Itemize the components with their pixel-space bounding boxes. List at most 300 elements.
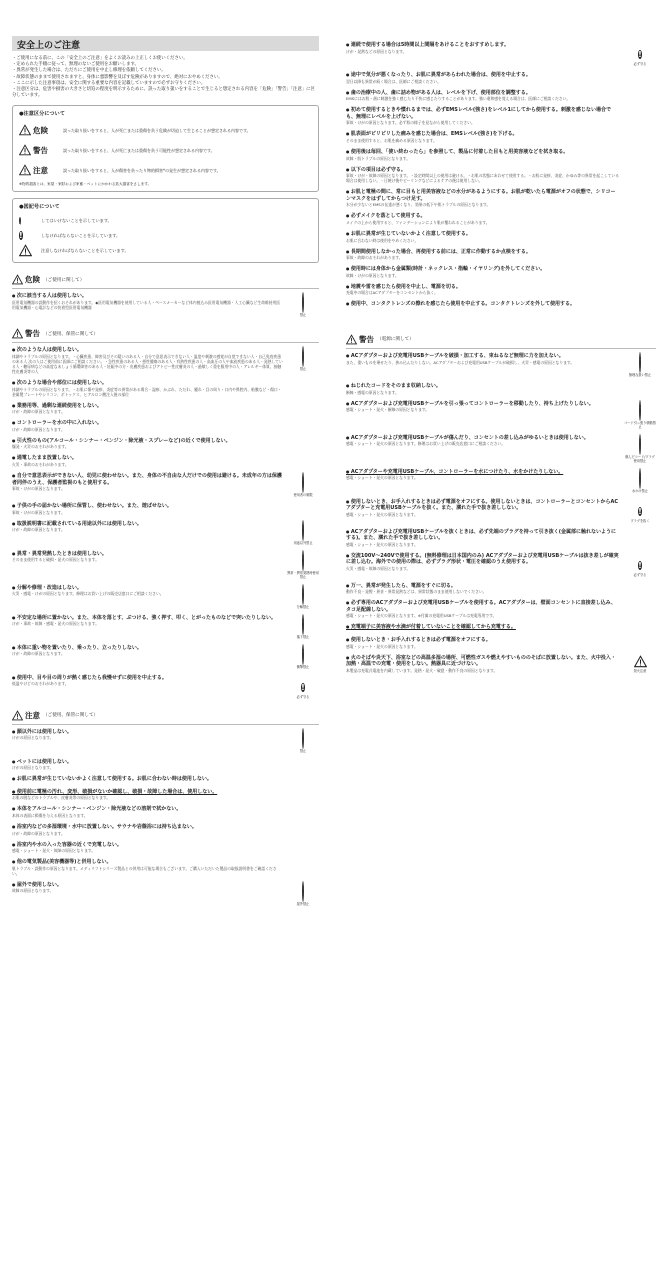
level-label: 注意: [33, 165, 48, 175]
item-icon-cell: [624, 149, 656, 161]
caution-item: [12, 420, 319, 432]
caution-item: [12, 455, 319, 467]
item-title: ● 使用時には身体から金属類(時計・ネックレス・指輪・イヤリング)を外してください。: [346, 266, 620, 273]
item-icon-cell: [624, 301, 656, 308]
item-icon-label: 異常・異常発熱時使用禁止: [287, 570, 319, 579]
item-body: [12, 585, 287, 609]
caution-item: [12, 789, 319, 801]
item-desc: けが・発熱などの原因となります。: [346, 48, 407, 54]
item-desc: 体調やトラブルの原因となります。・お肌に傷や発疹、炎症等の異常がある場合・湿疹、かぶれ、ただれ、腫れ・目の周り・口内や鼻腔内、粘膜など・傷口・金属製プレートやシリコン、ボトックス、ヒアルロン酸注入後の部位: [12, 386, 282, 397]
item-desc: 火災・感電・けがの原因となります。修理はお買い上げの販売店窓口にご相談ください。: [12, 591, 164, 597]
caution-item: [346, 131, 656, 143]
item-title: ● 火のそばや炎天下、浴室などの高温多湿の場所、可燃性ガスや燃えやすいもののそばに放置しない。また、火中投入・加熱・高温での充電・使用をしない。熱器具に近づけない。: [346, 655, 620, 668]
item-desc: けが・事故・故障・感電・発火の原因となります。: [12, 621, 100, 627]
item-body: [12, 759, 287, 771]
item-body: [12, 473, 287, 497]
item-icon-cell: [624, 213, 656, 225]
item-body: [346, 90, 624, 102]
right-column: [346, 42, 656, 679]
item-title: ● 歯の治療中の人、歯に詰め物がある人は、レベルを下げ、使用部位を調整する。: [346, 90, 620, 97]
caution-item: [346, 149, 656, 161]
item-desc: 故障・けがの原因となります。: [346, 272, 399, 278]
caution-item: [346, 353, 656, 377]
symbol-row: [19, 228, 312, 243]
caution-item: [346, 249, 656, 261]
item-icon-cell: [287, 403, 319, 415]
item-icon-cell: [287, 380, 319, 397]
danger-title: 危険: [25, 275, 40, 285]
item-icon-cell: [624, 42, 656, 66]
prohibition-icon: [302, 615, 304, 634]
caution-item: [346, 583, 656, 595]
symbol-row: [19, 213, 312, 228]
prohibition-icon: [302, 521, 304, 540]
caution-item: [346, 42, 656, 66]
caution-item: [12, 882, 319, 906]
warning-triangle-icon: [346, 334, 357, 345]
item-body: [346, 72, 624, 84]
caution-item: [346, 637, 656, 649]
item-body: [346, 353, 624, 377]
item-body: [12, 380, 287, 397]
page-title: 安全上のご注意: [12, 36, 319, 51]
item-title: ● 引火性のもの(アルコール・シンナー・ベンジン・除光液・スプレーなど)の近くで使用しない。: [12, 438, 283, 445]
item-desc: お肌の脱などのトラブルや、皮膚炎等の原因となります。: [12, 795, 111, 801]
intro-line: ・注意区分は、危害や損害の大きさと切迫の程度を明示するために、誤った取り扱いをすることで生じると想定される内容を「危険」「警告」「注意」に区分しています。: [12, 87, 315, 99]
item-icon-cell: [287, 824, 319, 836]
item-title: ● 次のような場合や部位には使用しない。: [12, 380, 283, 387]
item-body: [12, 438, 287, 450]
item-title: ● 不安定な場所に置かない。また、本体を落とす、ぶつける、強く押す、叩く、とがったものなどで突いたりしない。: [12, 615, 283, 622]
item-desc: 本体の表面に損傷を与える原因となります。: [12, 812, 88, 818]
item-title: ● 必ず専用のACアダプターおよび充電用USBケーブルを使用する。ACアダプターは、壁面コンセントに直接差し込み、タコ足配線しない。: [346, 600, 620, 613]
caution-title: 注意: [25, 710, 40, 720]
item-desc: 故障の原因となります。: [12, 888, 54, 894]
item-icon-cell: [624, 231, 656, 243]
item-body: [346, 469, 624, 493]
item-icon-label: 屋外禁止: [296, 901, 310, 906]
item-title: ● 次に該当する人は使用しない。: [12, 293, 283, 300]
item-title: ● ACアダプターおよび充電用USBケーブルが傷んだり、コンセントの差し込みがゆるいときは使用しない。: [346, 435, 620, 442]
warning-power-subtitle: （電源に関して）: [377, 337, 414, 343]
level-desc: 誤った取り扱いをすると、人が傷害を負ったり物的損害*の発生が想定される内容です。: [63, 167, 221, 173]
level-desc: 誤った取り扱いをすると、人が死亡または重傷を負う危険が切迫して生じることが想定される内容です。: [63, 127, 251, 133]
prohibition-icon: [302, 585, 304, 604]
item-icon-cell: [287, 585, 319, 609]
item-body: [12, 729, 287, 753]
caution-item: [12, 615, 319, 639]
item-icon-cell: [624, 600, 656, 618]
item-body: [346, 600, 624, 618]
item-title: ● 顔以外には使用しない。: [12, 729, 283, 736]
warning-use-list: [12, 347, 319, 698]
item-body: [346, 149, 624, 161]
item-desc: 感電・ショート・発火の原因となります。※付属の充電用USBケーブルは充電専用です。: [346, 613, 497, 619]
intro-line: ・定められた手順に従って、無理のないご使用をお願いします。: [12, 62, 139, 68]
caution-item: [12, 759, 319, 771]
prohibition-icon: [302, 293, 304, 312]
item-desc: 感電・ショート・発火の原因となります。: [346, 643, 418, 649]
left-column: [12, 36, 319, 912]
item-desc: EMSにはお肌・歯に刺激を強く感じたり不快に感じたりすることがあります。強い違和感を覚える場合は、医師にご相談ください。: [346, 96, 571, 102]
item-title: ● お肌と電極の間に、常に目もと用美容液などの水分があるようにする。お肌が乾いたら電源がオフの状態で、シリコーンマスクをはずしてからつけ足す。: [346, 189, 620, 202]
item-body: [346, 624, 624, 631]
item-desc: 感電・ショート・発火の原因となります。修理はお買い上げの販売店窓口にご相談ください。: [346, 441, 506, 447]
item-icon-label: 傷んだコード/プラグ使用禁止: [625, 454, 655, 463]
caution-item: [12, 503, 319, 515]
item-title: ● 使用しないとき、お手入れするときは必ず電源をオフにする。使用しないときは、コントローラーとコンセントからACアダプターと充電用USBケーブルを抜く。また、濡れた手で抜き差ししない。: [346, 499, 620, 512]
prohibition-icon: [639, 401, 641, 420]
prohibition-icon: [639, 469, 641, 488]
item-icon-cell: [624, 353, 656, 377]
item-title: ● お肌に異常が生じていないかよく注意して使用する。お肌に合わない時は使用しない。: [12, 776, 283, 783]
item-icon-label: 禁止: [299, 367, 307, 372]
item-body: [346, 42, 624, 66]
caution-item: [346, 167, 656, 184]
symbol-desc: 注意しなければならないことを示しています。: [41, 247, 129, 253]
item-body: [12, 615, 287, 639]
item-desc: 感電・ショート・発火・故障の原因となります。: [12, 848, 96, 854]
item-title: ● 異常・異常発熱したときは使用しない。: [12, 551, 283, 558]
item-desc: 感電・ショート・発火の原因となります。: [346, 541, 418, 547]
caution-item: [12, 729, 319, 753]
item-body: [346, 266, 624, 278]
item-desc: 医用電気機器の誤動作を招くおそれがあります。◆医用電気機器を使用している人・ペースメーカーなど体内植込み医用電気機器・人工心臓など生命維持用医用電気機器・心電計などの装着型医用電気機器: [12, 300, 281, 311]
level-row: [19, 160, 312, 180]
item-title: ● 地震や雷を感じたら使用を中止し、電源を切る。: [346, 284, 620, 291]
item-icon-cell: [287, 789, 319, 801]
item-desc: けが・故障の原因となります。: [12, 830, 65, 836]
item-title: ● 本体をアルコール・シンナー・ベンジン・除光液などの溶剤で拭かない。: [12, 806, 283, 813]
caution-item: [346, 600, 656, 618]
item-icon-label: コード引っ張り移動禁止: [624, 420, 656, 429]
intro-list: [12, 56, 319, 99]
item-desc: 感電・ショート・発火・断線の原因となります。: [346, 407, 430, 413]
item-body: [12, 293, 287, 317]
item-body: [12, 455, 287, 467]
item-title: ● 使用中、コンタクトレンズの擦れを感じたら使用を中止する。コンタクトレンズを外して使用する。: [346, 301, 620, 308]
item-title: ● 初めて使用するときや慣れるまでは、必ずEMSレベル(強さ)をレベル1にしてから使用する。刺激を感じない場合でも、無理にレベルを上げない。: [346, 107, 620, 120]
item-icon-cell: [624, 107, 656, 125]
item-icon-cell: [624, 189, 656, 207]
item-icon-label: 落下禁止: [296, 634, 310, 639]
item-title: ● 浴室内などの多湿環境・水中に放置しない。サウナや岩盤浴には持ち込まない。: [12, 824, 283, 831]
right-list: [346, 42, 656, 308]
item-desc: 爆発・火災のおそれがあります。: [12, 444, 69, 450]
item-body: [346, 213, 624, 225]
caution-item: [12, 585, 319, 609]
item-icon-cell: [287, 776, 319, 783]
caution-item: [346, 469, 656, 493]
item-desc: 断線・感電の原因となります。: [346, 389, 399, 395]
item-title: ● 充電端子に美容液や水滴が付着していないことを確認してから充電する。: [346, 624, 620, 631]
item-title: ● 取扱説明書に記載されている用途以外には使用しない。: [12, 521, 283, 528]
item-title: ● 使用中、目や目の周りが熱く感じたら我慢せずに使用を中止する。: [12, 675, 283, 682]
item-body: [12, 503, 287, 515]
legend-title: ●注意区分について: [19, 111, 65, 118]
item-body: [346, 301, 624, 308]
item-title: ● ACアダプターおよび充電用USBケーブルを破損・加工する、束ねるなど無理に力を加えない。: [346, 353, 620, 360]
item-icon-cell: [287, 729, 319, 753]
prohibition-icon: [302, 645, 304, 664]
item-body: [12, 420, 287, 432]
item-icon-cell: [624, 401, 656, 429]
caution-item: [346, 499, 656, 523]
caution-item: [346, 401, 656, 429]
item-desc: けが・故障の原因となります。: [12, 426, 65, 432]
item-desc: 感電・ショート・発火の原因となります。: [346, 511, 418, 517]
caution-heading: [12, 710, 319, 725]
item-icon-cell: [287, 473, 319, 497]
item-desc: けがの原因となります。: [12, 735, 54, 741]
prohibition-icon: [639, 353, 641, 372]
item-title: ● コントローラーを水の中に入れない。: [12, 420, 283, 427]
item-desc: 本製品は充電式電池を内蔵しています。発熱・発火・破裂・動作不良の原因となります。: [346, 667, 498, 673]
caution-item: [12, 521, 319, 545]
warning-power-heading: [346, 334, 656, 349]
prohibition-icon: [302, 347, 304, 366]
item-icon-label: 禁止: [299, 313, 307, 318]
caution-item: [346, 107, 656, 125]
item-body: [346, 583, 624, 595]
item-icon-cell: [624, 469, 656, 493]
item-icon-cell: [287, 615, 319, 639]
item-icon-cell: [624, 553, 656, 577]
caution-item: [346, 624, 656, 631]
item-body: [346, 231, 624, 243]
warning-triangle-icon: [19, 164, 31, 176]
warning-triangle-icon: [12, 328, 23, 339]
symbol-desc: しなければならないことを示しています。: [41, 232, 121, 238]
caution-item: [346, 284, 656, 296]
level-label: 危険: [33, 125, 48, 135]
item-title: ● ACアダプターや充電用USBケーブル、コントローラーを水につけたり、水をかけたりしない。: [346, 469, 620, 476]
item-icon-cell: [287, 521, 319, 545]
item-icon-label: 必ず守る: [633, 572, 647, 577]
item-desc: 感電・ショート・発火の原因となります。: [346, 475, 418, 481]
item-body: [12, 859, 287, 876]
symbol-cell: [19, 244, 41, 257]
item-title: ● 浴室内や水の入った容器の近くで充電しない。: [12, 842, 283, 849]
item-icon-cell: [287, 645, 319, 669]
item-icon-cell: [287, 420, 319, 432]
item-title: ● 通電したまま放置しない。: [12, 455, 283, 462]
item-body: [346, 529, 624, 547]
item-title: ● 自分で意思表示ができない人、幼児に使わせない。また、身体の不自由な人だけでの使用は避ける。未成年の方は保護者同伴のうえ、保護者監視のもと使用する。: [12, 473, 283, 486]
item-desc: 事故・けがの原因となります。: [12, 486, 65, 492]
item-icon-label: 発火注意: [633, 668, 647, 673]
warning-use-title: 警告: [25, 329, 40, 339]
prohibition-icon: [19, 218, 21, 223]
prohibition-icon: [639, 435, 641, 454]
intro-line: ・ここに示した注意事項は、安全に関する重要な内容を記載していますので必ずお守りください。: [12, 80, 206, 86]
item-icon-cell: [624, 266, 656, 278]
item-body: [346, 499, 624, 523]
symbol-cell: [19, 230, 41, 242]
item-body: [12, 675, 287, 699]
danger-subtitle: （ご使用に関して）: [43, 277, 85, 283]
intro-line: ・異常が発生した場合は、ただちにご使用を中止し修理を依頼してください。: [12, 68, 166, 74]
caution-item: [346, 301, 656, 308]
item-icon-label: 無理な扱い禁止: [628, 372, 652, 377]
item-icon-cell: [624, 583, 656, 595]
caution-item: [12, 403, 319, 415]
caution-item: [12, 438, 319, 450]
item-body: [12, 882, 287, 906]
item-title: ● 他の電気製品(美容機器等)と併用しない。: [12, 859, 283, 866]
warning-triangle-icon: [19, 144, 31, 156]
item-icon-label: プラグを抜く: [630, 518, 650, 523]
caution-subtitle: （ご使用、保管に関して）: [43, 713, 99, 719]
item-body: [12, 824, 287, 836]
item-desc: けがの原因となります。: [12, 765, 54, 771]
item-icon-label: 衝撃禁止: [296, 664, 310, 669]
item-title: ● 以下の項目は必ず守る。: [346, 167, 620, 174]
danger-list: [12, 293, 319, 317]
level-label: 警告: [33, 145, 48, 155]
item-title: ● 長期間使用しなかった場合、再使用する前には、正常に作動するか点検をする。: [346, 249, 620, 256]
caution-item: [346, 529, 656, 547]
item-icon-cell: [287, 882, 319, 906]
item-icon-cell: [624, 655, 656, 673]
item-title: ● 次のような人は使用しない。: [12, 347, 283, 354]
warning-power-title: 警告: [359, 334, 374, 344]
item-title: ● ねじれたコードをそのまま収納しない。: [346, 383, 620, 390]
item-icon-label: 分解禁止: [296, 604, 310, 609]
item-icon-label: 必ず守る: [296, 694, 310, 699]
item-title: ● 本体に重い物を置いたり、乗ったり、立ったりしない。: [12, 645, 283, 652]
prohibition-icon: [302, 882, 304, 901]
mandatory-icon: !: [19, 230, 23, 240]
level-word: [19, 144, 63, 156]
item-body: [12, 789, 287, 801]
item-desc: 事故・けがの原因となります。: [12, 509, 65, 515]
item-body: [12, 403, 287, 415]
caution-item: [346, 655, 656, 673]
level-word: [19, 164, 63, 176]
legend-note: ※物的損害とは、家屋・家財および家畜・ペットにかかわる拡大損害をさします。: [19, 182, 152, 187]
item-body: [12, 347, 287, 374]
item-title: ● 必ずメイクを落として使用する。: [346, 213, 620, 220]
item-body: [346, 189, 624, 207]
item-desc: メイクの上から使用すると、ファンデーションにより肌が覆われることがあります。: [346, 219, 490, 225]
item-icon-cell: [287, 551, 319, 579]
level-word: [19, 124, 63, 136]
item-icon-label: 用途以外禁止: [293, 540, 313, 545]
mandatory-icon: !: [638, 506, 642, 516]
danger-heading: [12, 274, 319, 289]
item-icon-label: 水かけ禁止: [632, 488, 648, 493]
mandatory-icon: !: [301, 682, 305, 692]
item-body: [346, 167, 624, 184]
item-title: ● 交流100V～240Vで使用する。(無料修理は日本国内のみ) ACアダプターおよび充電用USBケーブルは抜き差しが確実に差し込む。海外での使用の際は、必ずプラグ形状・電圧を確認のうえ使用する。: [346, 553, 620, 566]
item-icon-label: 使用者の制限: [293, 492, 313, 497]
caution-item: [12, 806, 319, 818]
intro-line: ・ご使用になる前に、この「安全上のご注意」をよくお読みの上正しくお使いください。: [12, 56, 188, 61]
item-title: ● ペットには使用しない。: [12, 759, 283, 766]
item-icon-label: 禁止: [299, 748, 307, 753]
item-body: [346, 435, 624, 463]
symbol-title: ●図記号について: [19, 204, 60, 211]
caution-item: [12, 380, 319, 397]
caution-item: [346, 213, 656, 225]
symbol-desc: してはいけないことを示しています。: [41, 217, 112, 223]
item-title: ● 途中で気分が悪くなったり、お肌に異常があらわれた場合は、使用を中止する。: [346, 72, 620, 79]
caution-item: [346, 189, 656, 207]
item-icon-cell: [287, 842, 319, 854]
item-desc: 故障・肌トラブルの原因となります。: [346, 155, 411, 161]
caution-item: [12, 824, 319, 836]
caution-item: [12, 551, 319, 579]
caution-item: [12, 675, 319, 699]
caution-item: [346, 266, 656, 278]
item-body: [12, 551, 287, 579]
item-icon-cell: [287, 759, 319, 771]
caution-triangle-icon: [19, 244, 32, 257]
caution-item: [346, 90, 656, 102]
item-body: [346, 131, 624, 143]
item-desc: 火災・事故のおそれがあります。: [12, 461, 69, 467]
item-body: [346, 107, 624, 125]
item-icon-cell: [287, 503, 319, 515]
item-icon-cell: [624, 499, 656, 523]
item-desc: 翌日以降も異常が続く場合は、医師にご相談ください。: [346, 78, 441, 84]
caution-item: [12, 347, 319, 374]
symbol-box: [12, 198, 319, 263]
item-desc: 肌トラブル・誤動作の原因となります。メディリフトシリーズ製品との併用は可能な場合もございます。ご購入いただいた製品の取扱説明書をご確認ください。: [12, 865, 277, 876]
item-icon-cell: [624, 90, 656, 102]
item-body: [346, 383, 624, 395]
level-row: [19, 120, 312, 140]
warning-triangle-icon: [12, 710, 23, 721]
item-icon-cell: [287, 438, 319, 450]
item-icon-cell: [287, 455, 319, 467]
item-title: ● 肌表面がピリピリした痛みを感じた場合は、EMSレベル(強さ)を下げる。: [346, 131, 620, 138]
caution-item: [12, 645, 319, 669]
item-desc: 事故・けがの原因となります。必ず肌の様子を見ながら使用してください。: [346, 120, 475, 126]
item-desc: そのまま使用すると破損・発火の原因となります。: [12, 557, 100, 563]
item-icon-label: 必ず守る: [633, 62, 647, 66]
item-icon-cell: [287, 293, 319, 317]
caution-item: [346, 435, 656, 463]
item-icon-cell: [624, 637, 656, 649]
item-desc: そのまま使用すると、お肌を痛める原因となります。: [346, 137, 437, 143]
item-icon-cell: [624, 167, 656, 184]
item-title: ● 屋外で使用しない。: [12, 882, 283, 889]
caution-item: [12, 842, 319, 854]
item-desc: お肌に合わない時は使用をやめください。: [346, 237, 419, 243]
item-body: [12, 842, 287, 854]
item-icon-cell: [624, 624, 656, 631]
caution-item: [346, 231, 656, 243]
symbol-cell: [19, 218, 41, 223]
item-title: ● 分解や修理・改造はしない。: [12, 585, 283, 592]
item-title: ● 使用しないとき・お手入れするときは必ず電源をオフにする。: [346, 637, 620, 644]
item-body: [12, 521, 287, 545]
item-desc: 動作不良・発煙・異音・異常発熱などは、異常状態のまま使用しないでください。: [346, 589, 487, 595]
item-icon-cell: [287, 675, 319, 699]
item-title: ● 連続で使用する場合は5時間以上間隔をあけることをおすすめします。: [346, 42, 620, 49]
warning-triangle-icon: [12, 274, 23, 285]
caution-list: [12, 729, 319, 906]
item-icon-cell: [624, 249, 656, 261]
item-body: [346, 637, 624, 649]
item-desc: けが・故障の原因となります。: [12, 409, 65, 415]
level-row: [19, 140, 312, 160]
prohibition-icon: [302, 551, 304, 570]
mandatory-icon: !: [638, 50, 642, 59]
caution-item: [12, 776, 319, 783]
